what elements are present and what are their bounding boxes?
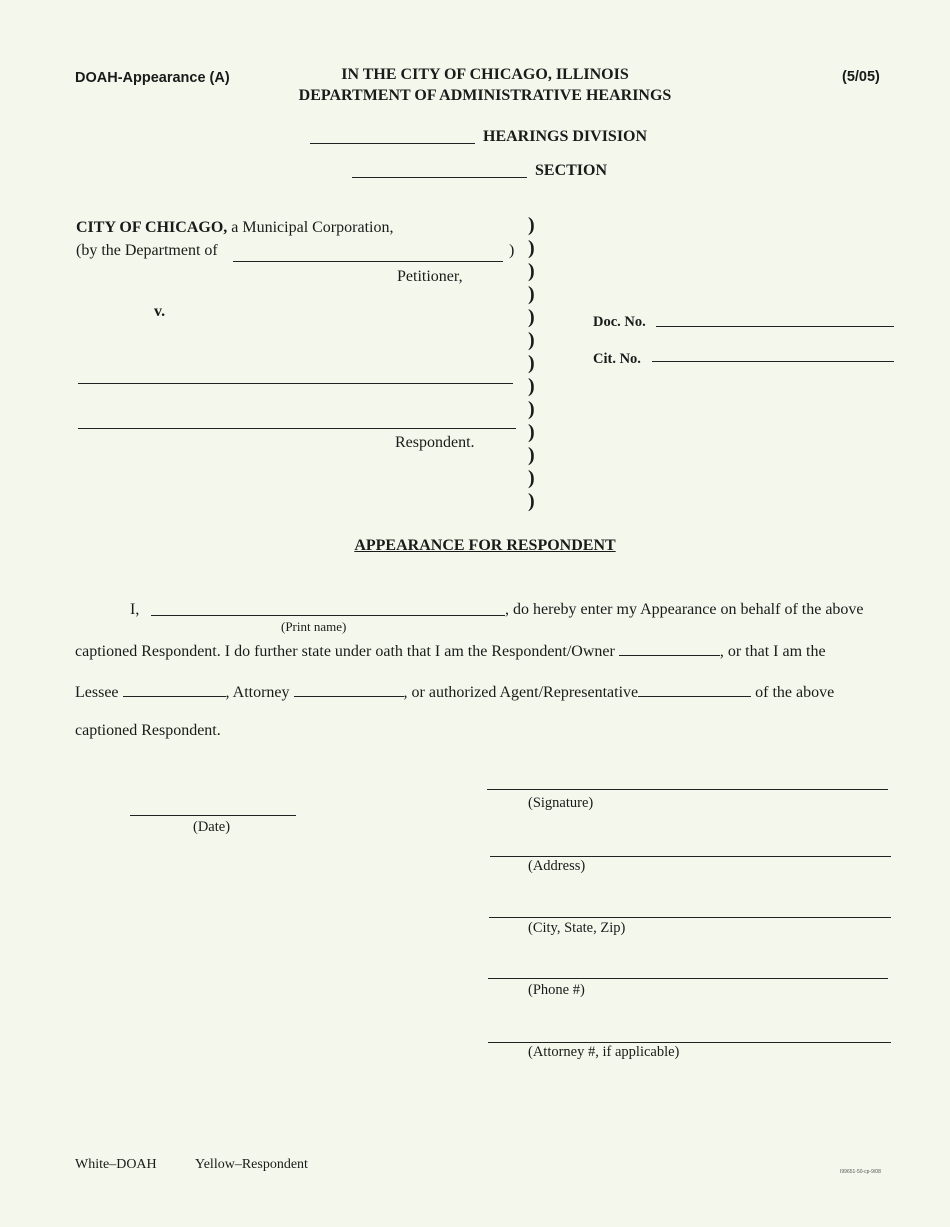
date-blank[interactable] xyxy=(130,815,296,816)
caption-paren: ) xyxy=(528,306,535,328)
respondent-label: Respondent. xyxy=(395,434,475,451)
attorney-label: , Attorney xyxy=(225,684,290,701)
statement-line-2-start: captioned Respondent. I do further state under oath that I am the Respondent/Owner xyxy=(75,643,615,660)
agent-label: , or authorized Agent/Representative xyxy=(403,684,639,701)
caption-paren: ) xyxy=(528,375,535,397)
petitioner-label: Petitioner, xyxy=(397,268,463,285)
division-blank[interactable] xyxy=(310,143,475,144)
lessee-blank[interactable] xyxy=(123,682,226,697)
statement-line-3 xyxy=(75,682,834,702)
section-label: SECTION xyxy=(535,162,608,179)
petitioner-name: CITY OF CHICAGO, xyxy=(76,219,228,236)
doc-no-blank[interactable] xyxy=(656,326,894,327)
white-copy-label: White–DOAH xyxy=(75,1157,157,1172)
caption-paren: ) xyxy=(528,490,535,512)
court-line-2: DEPARTMENT OF ADMINISTRATIVE HEARINGS xyxy=(298,87,672,104)
print-name-label: (Print name) xyxy=(281,619,347,634)
cit-no-blank[interactable] xyxy=(652,361,894,362)
attorney-number-blank[interactable] xyxy=(488,1042,891,1043)
address-blank[interactable] xyxy=(490,856,891,857)
statement-line-2 xyxy=(75,641,826,661)
petitioner-description: a Municipal Corporation, xyxy=(227,219,394,236)
attorney-number-label: (Attorney #, if applicable) xyxy=(528,1044,680,1060)
signature-label: (Signature) xyxy=(528,795,594,811)
court-line-1: IN THE CITY OF CHICAGO, ILLINOIS xyxy=(341,66,629,83)
city-state-zip-label: (City, State, Zip) xyxy=(528,920,626,936)
city-state-zip-blank[interactable] xyxy=(489,917,891,918)
division-label: HEARINGS DIVISION xyxy=(483,128,648,145)
caption-paren: ) xyxy=(528,283,535,305)
versus-label: v. xyxy=(154,303,166,320)
attorney-blank[interactable] xyxy=(294,682,404,697)
statement-line-4: captioned Respondent. xyxy=(75,722,221,739)
caption-paren: ) xyxy=(528,214,535,236)
caption-paren: ) xyxy=(528,467,535,489)
respondent-name-blank-2[interactable] xyxy=(78,428,516,429)
caption-paren-column xyxy=(528,214,535,513)
caption-paren: ) xyxy=(528,421,535,443)
statement-i: I, xyxy=(130,601,140,618)
caption-paren: ) xyxy=(528,260,535,282)
date-label: (Date) xyxy=(193,819,231,835)
caption-paren: ) xyxy=(528,329,535,351)
owner-blank[interactable] xyxy=(619,641,720,656)
caption-paren: ) xyxy=(528,352,535,374)
phone-label: (Phone #) xyxy=(528,982,585,998)
statement-line-2-end: , or that I am the xyxy=(719,643,826,660)
caption-paren: ) xyxy=(528,444,535,466)
caption-paren: ) xyxy=(528,237,535,259)
signature-blank[interactable] xyxy=(487,789,888,790)
form-id: DOAH-Appearance (A) xyxy=(75,70,230,86)
statement-line-3-end: of the above xyxy=(755,684,835,701)
respondent-name-blank-1[interactable] xyxy=(78,383,513,384)
phone-blank[interactable] xyxy=(488,978,888,979)
statement-line-1-end: , do hereby enter my Appearance on behalf of the above xyxy=(505,601,864,618)
print-code: I99651-50-cp-9/08 xyxy=(840,1169,881,1175)
address-label: (Address) xyxy=(528,858,586,874)
print-name-blank[interactable] xyxy=(151,615,505,616)
department-blank[interactable] xyxy=(233,261,503,262)
cit-no-label: Cit. No. xyxy=(593,351,641,367)
section-blank[interactable] xyxy=(352,177,527,178)
doc-no-label: Doc. No. xyxy=(593,314,646,330)
department-prefix: (by the Department of xyxy=(76,242,218,259)
yellow-copy-label: Yellow–Respondent xyxy=(195,1157,308,1172)
lessee-label: Lessee xyxy=(75,684,119,701)
agent-blank[interactable] xyxy=(638,682,751,697)
caption-paren: ) xyxy=(528,398,535,420)
department-close-paren: ) xyxy=(509,242,515,259)
petitioner-line xyxy=(76,219,393,237)
revision-date: (5/05) xyxy=(842,69,880,85)
form-title: APPEARANCE FOR RESPONDENT xyxy=(354,537,616,554)
